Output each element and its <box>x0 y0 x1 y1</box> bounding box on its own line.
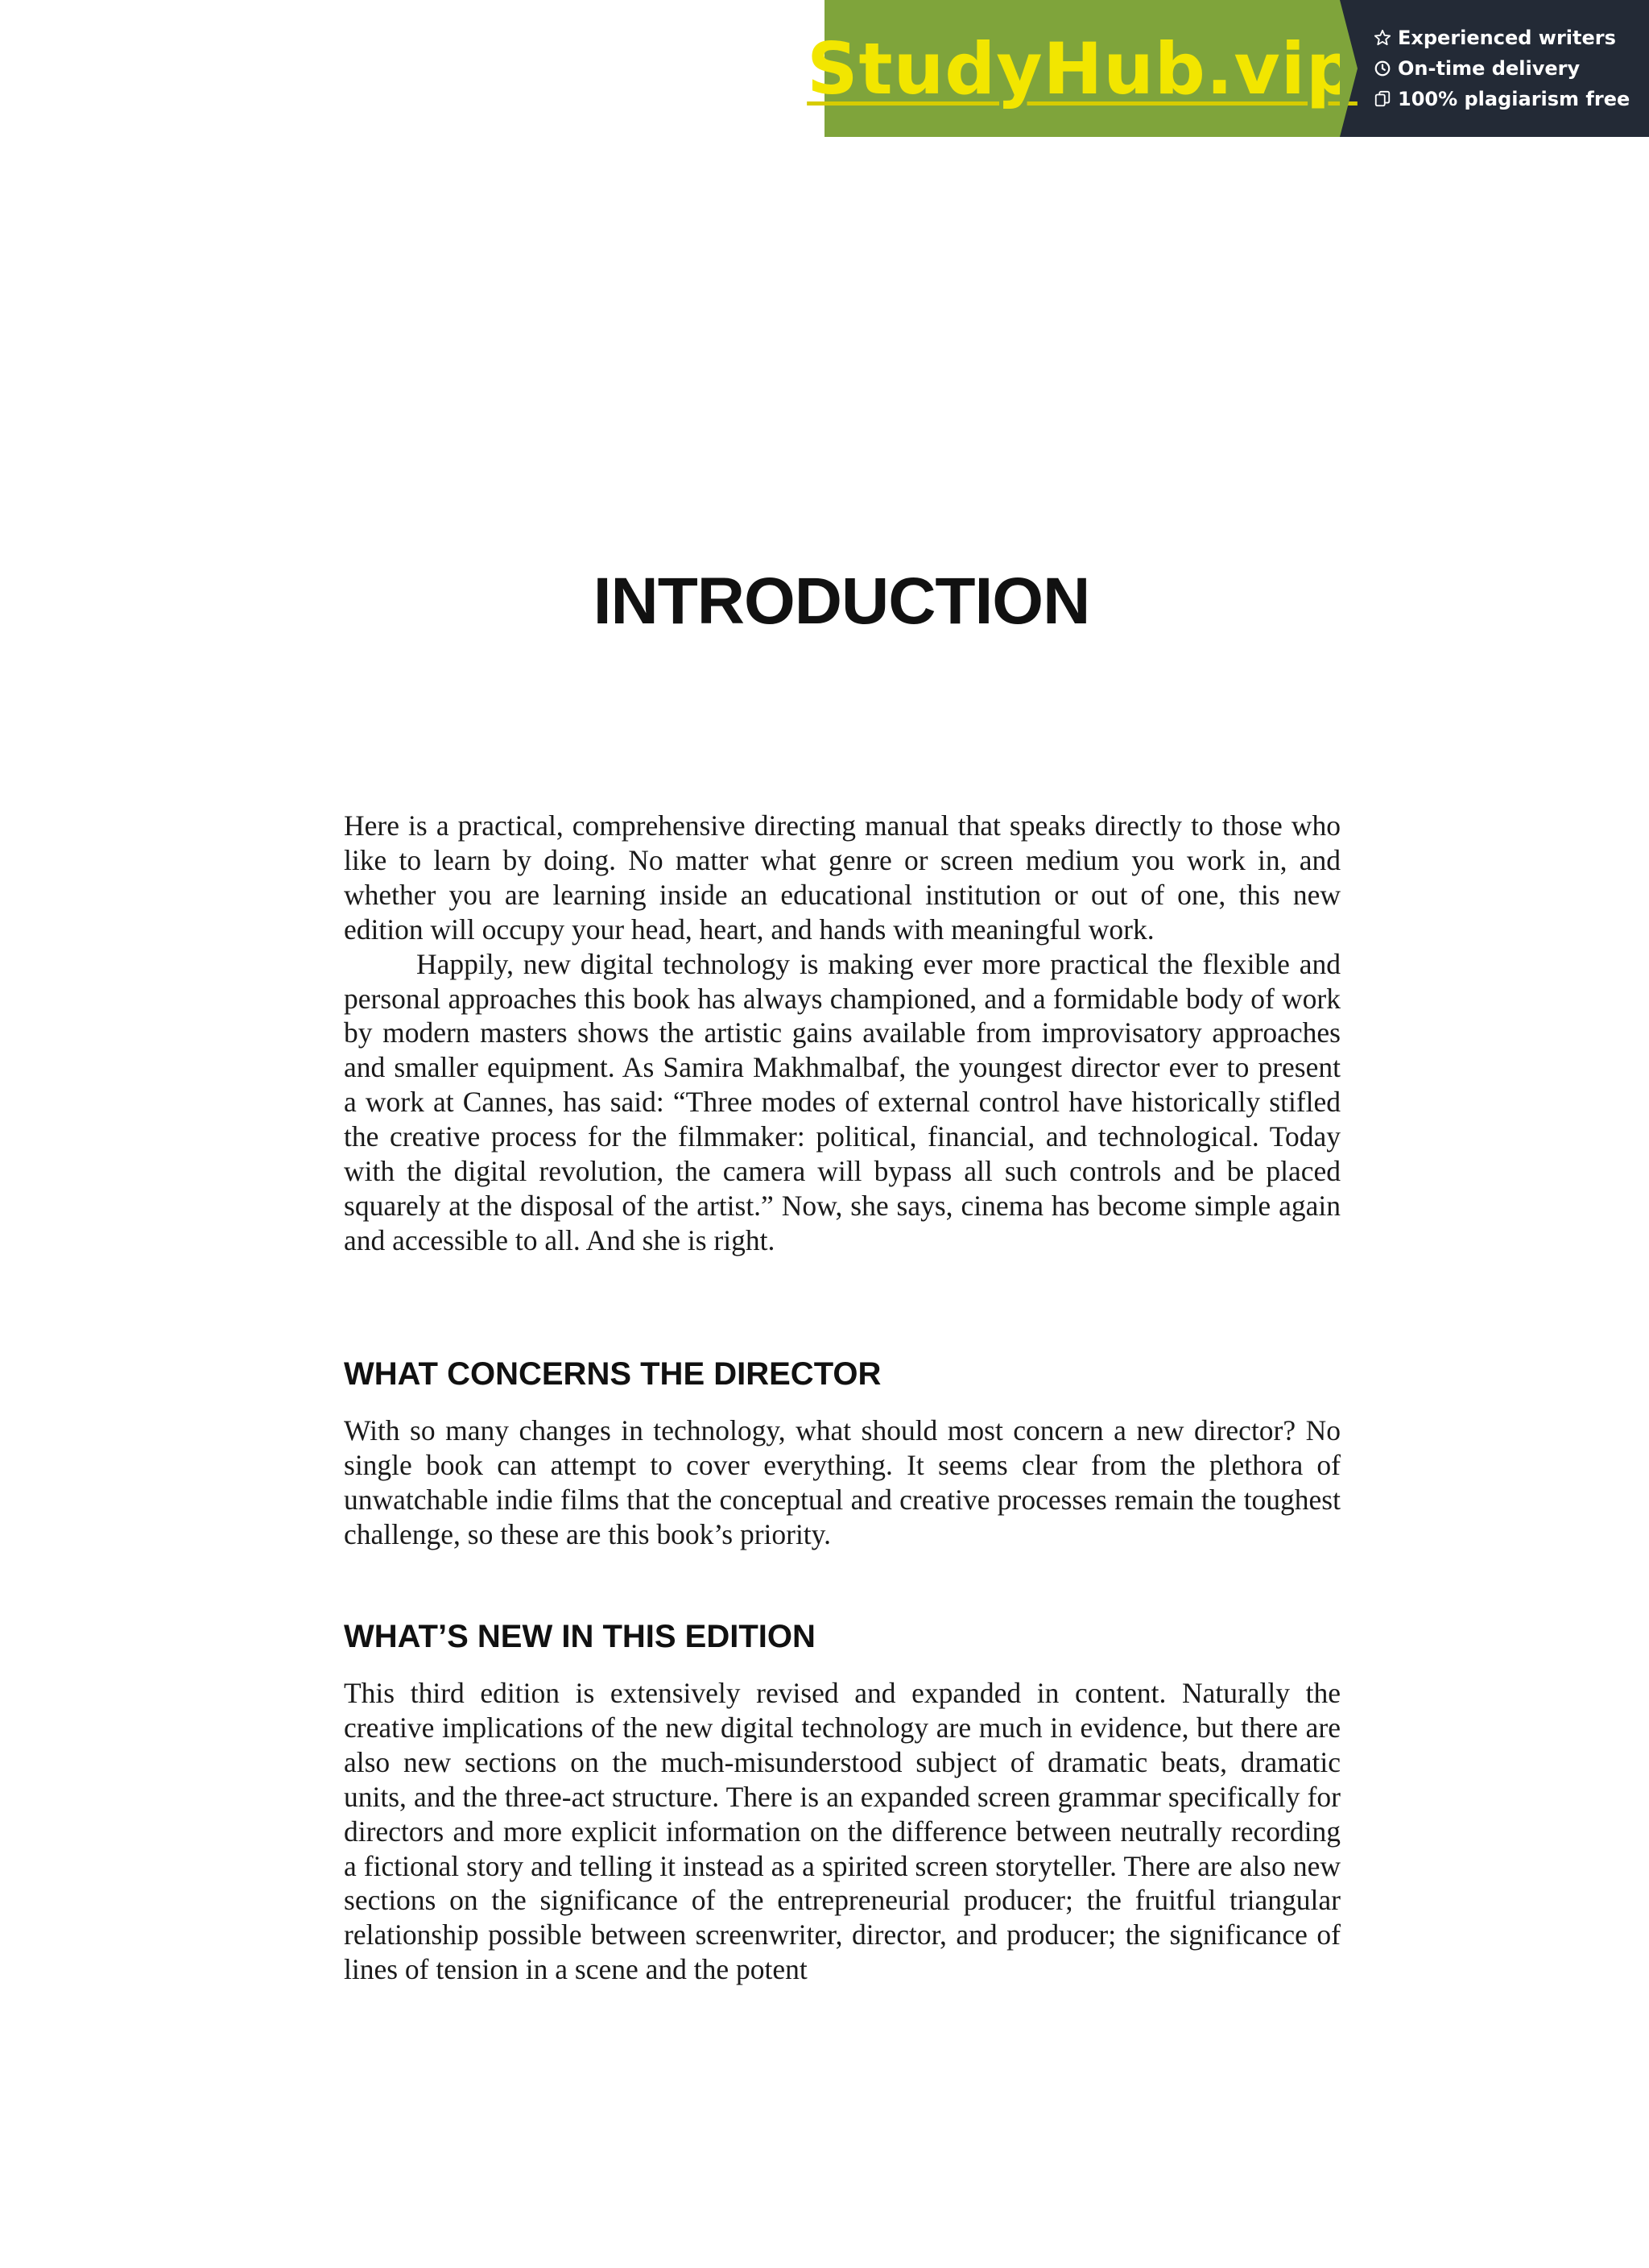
ad-banner[interactable] <box>807 0 1649 137</box>
section-body <box>344 1676 1341 1987</box>
section-body <box>344 1413 1341 1552</box>
intro-text <box>344 809 1341 1258</box>
feature-item <box>1374 27 1649 49</box>
feature-list <box>1340 0 1649 137</box>
clock-icon <box>1374 60 1391 77</box>
paragraph: Happily, new digital technology is making ever more practical the flexible and personal approaches this book has always championed, and a formidable body of work by modern masters shows the artistic gains available from improvisatory approaches and smaller equipment. As Samira Makhmalbaf, the youngest director ever to present a work at Cannes, has said: “Three modes of external control have historically stifled the creative process for the filmmaker: political, financial, and technological. Today with the digital revolution, the camera will bypass all such controls and be placed squarely at the disposal of the artist.” Now, she says, cinema has become simple again and accessible to all. And she is right. <box>344 947 1341 1256</box>
paragraph: Here is a practical, comprehensive directing manual that speaks directly to those who like to learn by doing. No matter what genre or screen medium you work in, and whether you are learning inside an educational institution or out of one, this new edition will occupy your head, heart, and hands with meaningful work. <box>344 809 1341 946</box>
page-title: INTRODUCTION <box>593 565 1090 638</box>
feature-item <box>1374 57 1649 80</box>
feature-item <box>1374 88 1649 110</box>
feature-label: On-time delivery <box>1398 57 1581 80</box>
logo-panel[interactable] <box>807 0 1358 137</box>
paragraph: This third edition is extensively revised and expanded in content. Naturally the creative implications of the new digital technology are much in evidence, but there are also new sections on the much-misunderstood subject of dramatic beats, dramatic units, and the three-act structure. There is an expanded screen grammar specifically for directors and more explicit information on the difference between neutrally recording a fictional story and telling it instead as a spirited screen storyteller. There are also new sections on the significance of the entrepreneurial producer; the fruitful triangular relationship possible between screenwriter, director, and producer; the significance of lines of tension in a scene and the potent <box>344 1677 1341 1986</box>
copy-icon <box>1374 90 1391 108</box>
section-heading: WHAT’S NEW IN THIS EDITION <box>344 1619 816 1654</box>
section-heading: WHAT CONCERNS THE DIRECTOR <box>344 1356 882 1392</box>
studyhub-logo[interactable]: StudyHub.vip <box>807 27 1358 110</box>
star-icon <box>1374 29 1391 47</box>
paragraph: With so many changes in technology, what should most concern a new director? No single book can attempt to cover everything. It seems clear from the plethora of unwatchable indie films that the conceptual and creative processes remain the toughest challenge, so these are this book’s priority. <box>344 1414 1341 1550</box>
feature-label: Experienced writers <box>1398 27 1616 49</box>
feature-label: 100% plagiarism free <box>1398 88 1630 110</box>
